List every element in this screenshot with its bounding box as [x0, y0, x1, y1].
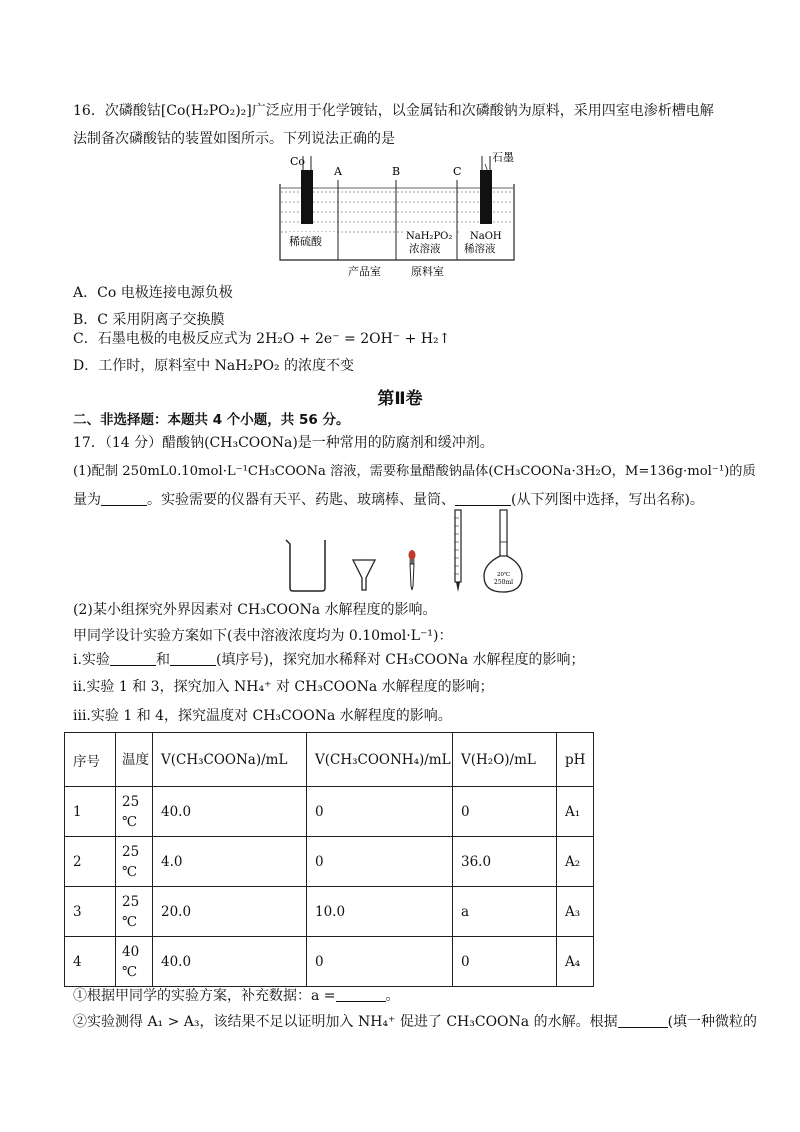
burette-icon — [455, 510, 461, 592]
cell-v-ch3coona: 20.0 — [153, 887, 307, 937]
q17-part1-text: 量为 — [73, 492, 101, 508]
answer-blank-instrument[interactable] — [455, 491, 511, 506]
cell-index: 2 — [65, 837, 116, 887]
q17-intro: 17．（14 分）醋酸钠(CH₃COONa)是一种常用的防腐剂和缓冲剂。 — [73, 435, 494, 451]
header-v-ch3coonh4: V(CH₃COONH₄)/mL — [307, 733, 453, 787]
electrolysis-cell-diagram — [270, 148, 530, 278]
label-a: A — [334, 165, 342, 178]
q17-sub2-text-post: (填一种微粒的 — [667, 1014, 758, 1030]
cell-v-h2o: 36.0 — [453, 837, 557, 887]
label-conc-solution: 浓溶液 — [409, 243, 441, 255]
table-row — [65, 837, 594, 887]
cell-v-ch3coona: 4.0 — [153, 837, 307, 887]
q17-part1-text-post: (从下列图中选择，写出名称)。 — [511, 492, 704, 508]
q17-part2-plan: 甲同学设计实验方案如下(表中溶液浓度均为 0.10mol·L⁻¹)： — [73, 628, 453, 644]
q17-sub1-text: ①根据甲同学的实验方案，补充数据：a = — [73, 988, 336, 1004]
answer-blank-exp1[interactable] — [110, 651, 156, 666]
q17-item-i-text: i.实验 — [73, 652, 110, 668]
cell-v-h2o: a — [453, 887, 557, 937]
dropper-icon — [409, 550, 416, 590]
cell-v-ch3coonh4: 0 — [307, 937, 453, 987]
q16-option-c: C．石墨电极的电极反应式为 2H₂O + 2e⁻ = 2OH⁻ + H₂↑ — [73, 331, 451, 347]
cell-index: 4 — [65, 937, 116, 987]
cell-index: 3 — [65, 887, 116, 937]
label-c: C — [453, 165, 462, 178]
graphite-electrode — [480, 170, 492, 224]
q17-part1-text-mid: 。实验需要的仪器有天平、药匙、玻璃棒、量筒、 — [147, 492, 455, 508]
experiment-table — [64, 732, 594, 987]
q17-item-ii: ii.实验 1 和 3，探究加入 NH₄⁺ 对 CH₃COONa 水解程度的影响； — [73, 679, 494, 695]
label-raw-room: 原料室 — [411, 265, 444, 278]
label-naoh: NaOH — [470, 231, 502, 242]
header-temperature: 温度 — [116, 733, 153, 787]
cell-v-h2o: 0 — [453, 787, 557, 837]
label-nah2po2: NaH₂PO₂ — [406, 231, 453, 242]
table-row — [65, 937, 594, 987]
label-acid: 稀硫酸 — [289, 235, 322, 248]
cell-v-ch3coona: 40.0 — [153, 787, 307, 837]
cell-ph: A₃ — [557, 887, 594, 937]
label-product-room: 产品室 — [348, 265, 381, 278]
q17-sub2 — [73, 1012, 757, 1032]
answer-blank-a[interactable] — [336, 987, 386, 1002]
q17-part2: (2)某小组探究外界因素对 CH₃COONa 水解程度的影响。 — [73, 602, 437, 618]
label-graphite: 石墨 — [492, 151, 514, 164]
q16-option-a: A．Co 电极连接电源负极 — [73, 285, 233, 301]
section-title: 第Ⅱ卷 — [377, 389, 423, 409]
cell-temperature: 25 ℃ — [116, 887, 153, 937]
cell-v-ch3coonh4: 0 — [307, 787, 453, 837]
table-row — [65, 787, 594, 837]
table-header-row — [65, 733, 594, 787]
funnel-icon — [353, 560, 375, 590]
q17-sub1-text-post: 。 — [385, 988, 400, 1004]
q16-option-d: D．工作时，原料室中 NaH₂PO₂ 的浓度不变 — [73, 358, 355, 374]
cell-ph: A₂ — [557, 837, 594, 887]
cell-index: 1 — [65, 787, 116, 837]
q17-item-i — [73, 650, 585, 670]
flask-label-volume: 250ml — [494, 579, 514, 586]
cell-ph: A₁ — [557, 787, 594, 837]
table-row — [65, 887, 594, 937]
header-ph: pH — [557, 733, 594, 787]
answer-blank-exp2[interactable] — [170, 651, 216, 666]
answer-blank-species[interactable] — [618, 1013, 668, 1028]
q16-line2: 法制备次磷酸钴的装置如图所示。下列说法正确的是 — [73, 131, 395, 147]
q17-part1-line2 — [73, 490, 704, 510]
glassware-figure — [278, 508, 528, 594]
cell-temperature: 25 ℃ — [116, 837, 153, 887]
volumetric-flask-icon — [484, 510, 522, 592]
header-v-h2o: V(H₂O)/mL — [453, 733, 557, 787]
q16-option-b: B．C 采用阴离子交换膜 — [73, 312, 225, 328]
q17-item-iii: iii.实验 1 和 4，探究温度对 CH₃COONa 水解程度的影响。 — [73, 708, 452, 724]
q17-sub1 — [73, 986, 400, 1006]
q17-part1-line1: (1)配制 250mL0.10mol·L⁻¹CH₃COONa 溶液，需要称量醋酸钠晶体(CH₃COONa·3H₂O，M=136g·mol⁻¹)的质 — [73, 464, 756, 479]
cell-ph: A₄ — [557, 937, 594, 987]
cell-v-ch3coonh4: 10.0 — [307, 887, 453, 937]
header-index: 序号 — [65, 733, 116, 787]
cell-temperature: 25 ℃ — [116, 787, 153, 837]
cell-temperature: 40 ℃ — [116, 937, 153, 987]
beaker-icon — [286, 540, 325, 591]
label-b: B — [392, 165, 401, 178]
label-co: Co — [290, 155, 306, 168]
cell-v-ch3coonh4: 0 — [307, 837, 453, 887]
cell-v-h2o: 0 — [453, 937, 557, 987]
header-v-ch3coona: V(CH₃COONa)/mL — [153, 733, 307, 787]
label-dilute-solution: 稀溶液 — [464, 243, 496, 255]
q17-sub2-text: ②实验测得 A₁ > A₃，该结果不足以证明加入 NH₄⁺ 促进了 CH₃COONa 的水解。根据 — [73, 1014, 618, 1030]
section-subtitle: 二、非选择题：本题共 4 个小题，共 56 分。 — [73, 412, 350, 428]
cell-v-ch3coona: 40.0 — [153, 937, 307, 987]
answer-blank-mass[interactable] — [101, 491, 147, 506]
co-electrode — [301, 170, 313, 224]
flask-label-temp: 20℃ — [497, 572, 511, 578]
q17-item-i-and: 和 — [155, 652, 170, 668]
q17-item-i-text-post: (填序号)，探究加水稀释对 CH₃COONa 水解程度的影响； — [215, 652, 585, 668]
q16-line1: 16．次磷酸钴[Co(H₂PO₂)₂]广泛应用于化学镀钴，以金属钴和次磷酸钠为原料，采用四室电渗析槽电解 — [73, 103, 714, 119]
